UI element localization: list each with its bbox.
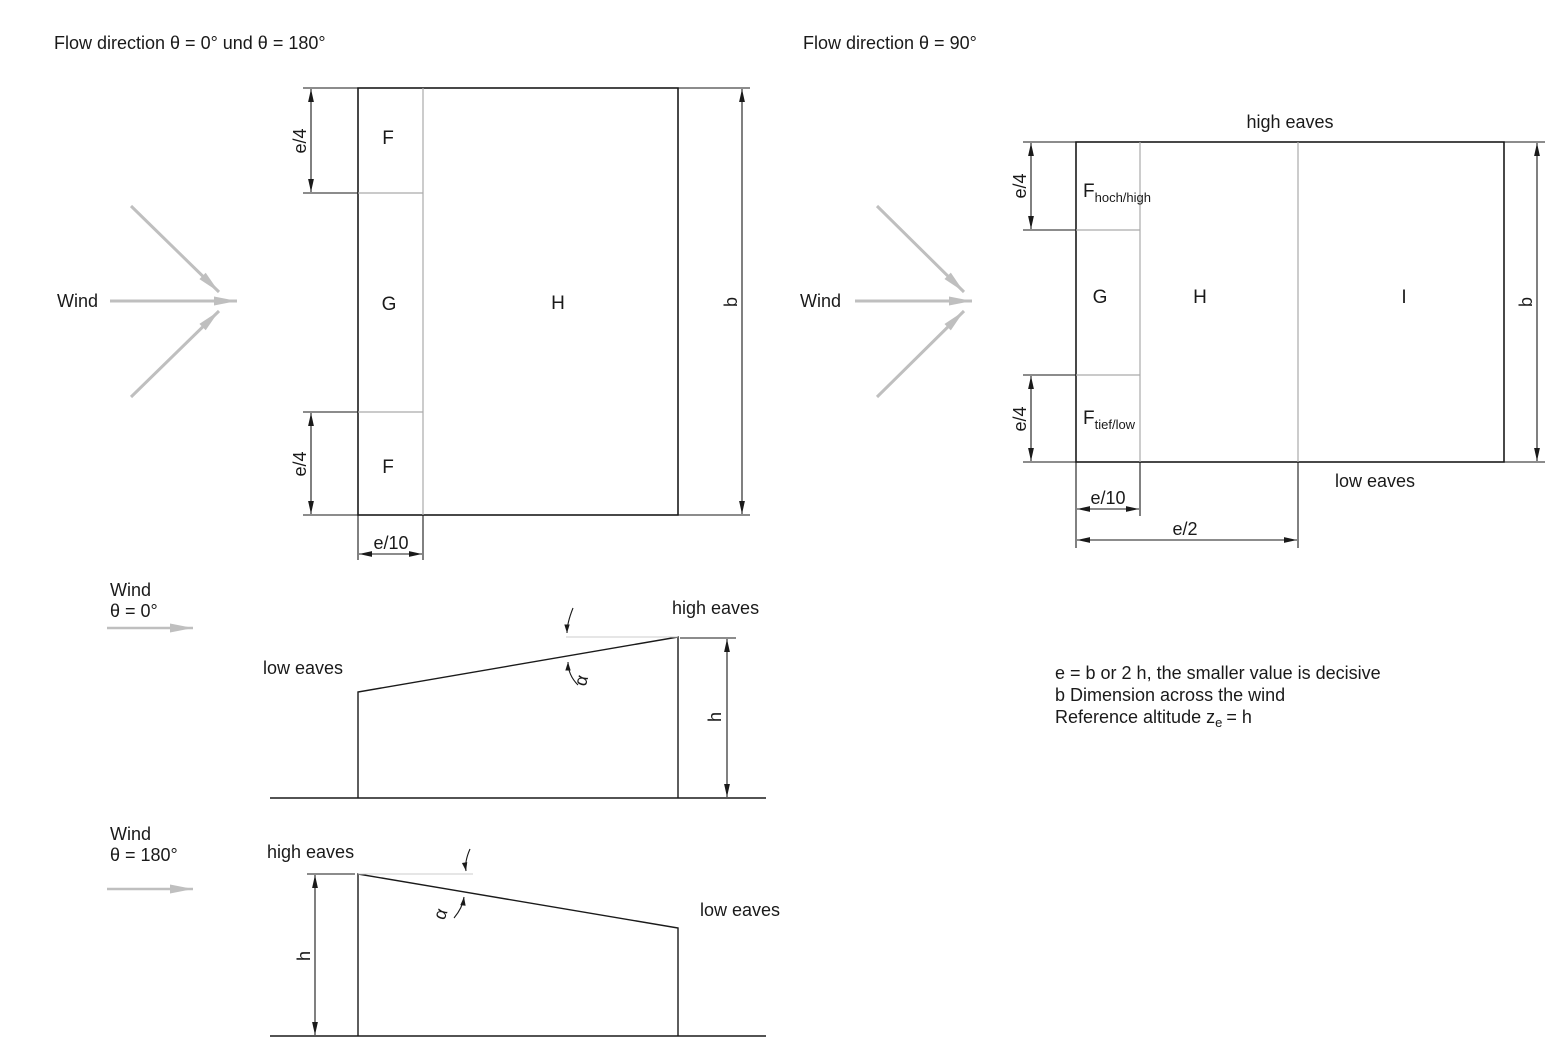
dimension-label-e4-bottom: e/4 bbox=[290, 451, 310, 477]
wind-arrow-upper bbox=[877, 206, 964, 292]
angle-label-alpha: α bbox=[570, 672, 593, 689]
dimension-label-h: h bbox=[294, 950, 314, 962]
high-eaves-label: high eaves bbox=[267, 842, 355, 862]
angle-arc bbox=[454, 897, 464, 918]
dimension-label-e10: e/10 bbox=[373, 533, 409, 553]
angle-leader-line bbox=[466, 849, 470, 871]
wind-arrow-lower bbox=[131, 311, 219, 397]
angle-label-alpha: α bbox=[429, 905, 452, 923]
plan-view-theta-90 bbox=[800, 33, 1545, 548]
wind-label: Wind bbox=[110, 824, 152, 844]
dimension-label-h: h bbox=[705, 711, 725, 723]
wind-label: Wind bbox=[110, 580, 152, 600]
building-profile bbox=[358, 637, 678, 798]
wind-label: Wind bbox=[800, 291, 842, 311]
dimension-b bbox=[1504, 142, 1545, 462]
plan-view-theta-0-180 bbox=[54, 33, 750, 560]
wind-theta-label: θ = 180° bbox=[110, 845, 178, 865]
plan-front-title: Flow direction θ = 0° und θ = 180° bbox=[54, 33, 326, 53]
low-eaves-label: low eaves bbox=[263, 658, 344, 678]
zone-label-i: I bbox=[1401, 287, 1407, 308]
roof-angle-annotation bbox=[429, 849, 470, 922]
roof-outline bbox=[358, 88, 678, 515]
note-line-3-end: = h bbox=[1226, 707, 1252, 727]
zone-label-f-low-main: F bbox=[1083, 408, 1095, 429]
zone-label-f-top: F bbox=[382, 128, 394, 149]
dimension-label-e4-bottom: e/4 bbox=[1010, 406, 1030, 432]
dimension-label-e4-top: e/4 bbox=[290, 128, 310, 154]
wind-theta-label: θ = 0° bbox=[110, 601, 158, 621]
dimension-h bbox=[294, 874, 355, 1035]
dimension-e10 bbox=[358, 515, 423, 560]
note-line-3 bbox=[1055, 707, 1252, 730]
dimension-label-b: b bbox=[1516, 296, 1536, 308]
high-eaves-label: high eaves bbox=[672, 598, 760, 618]
note-line-3-subscript: e bbox=[1215, 715, 1223, 730]
dimension-e4-bottom bbox=[1010, 375, 1076, 462]
zone-label-h: H bbox=[551, 293, 565, 314]
wind-label: Wind bbox=[57, 291, 99, 311]
note-line-1: e = b or 2 h, the smaller value is decisive bbox=[1055, 663, 1381, 683]
low-eaves-label: low eaves bbox=[1334, 471, 1416, 491]
zone-label-f-low bbox=[1083, 408, 1136, 432]
dimension-b bbox=[678, 88, 750, 515]
dimension-label-b: b bbox=[721, 296, 741, 308]
note-line-2: b Dimension across the wind bbox=[1055, 685, 1286, 705]
dimension-label-e10: e/10 bbox=[1090, 488, 1126, 508]
note-line-3-text: Reference altitude z bbox=[1055, 707, 1216, 727]
zone-label-h: H bbox=[1193, 287, 1207, 308]
wind-arrow-lower bbox=[877, 311, 964, 397]
roof-angle-annotation bbox=[567, 608, 592, 688]
dimension-h bbox=[680, 638, 736, 797]
low-eaves-label: low eaves bbox=[700, 900, 781, 920]
zone-label-f-high bbox=[1083, 181, 1151, 205]
high-eaves-label: high eaves bbox=[1246, 112, 1334, 132]
zone-label-f-bottom: F bbox=[382, 457, 394, 478]
zone-label-f-high-main: F bbox=[1083, 181, 1095, 202]
notes bbox=[1055, 663, 1381, 730]
wind-arrows-icon bbox=[855, 206, 972, 397]
zone-label-g: G bbox=[381, 294, 397, 315]
elevation-theta-0 bbox=[107, 580, 766, 798]
angle-leader-line bbox=[567, 608, 573, 633]
wind-arrow-upper bbox=[131, 206, 219, 292]
zone-label-f-high-sub: hoch/high bbox=[1094, 190, 1151, 205]
dimension-label-e2: e/2 bbox=[1172, 519, 1198, 539]
zone-label-f-low-sub: tief/low bbox=[1094, 417, 1136, 432]
zone-label-g: G bbox=[1092, 287, 1108, 308]
plan-side-title: Flow direction θ = 90° bbox=[803, 33, 977, 53]
dimension-e10 bbox=[1076, 462, 1140, 548]
building-profile bbox=[358, 874, 678, 1036]
wind-arrows-icon bbox=[110, 206, 237, 397]
elevation-theta-180 bbox=[107, 824, 780, 1036]
dimension-e4-bottom bbox=[290, 412, 358, 515]
dimension-label-e4-top: e/4 bbox=[1010, 173, 1030, 199]
dimension-e4-top bbox=[1010, 142, 1076, 230]
dimension-e4-top bbox=[290, 88, 358, 193]
